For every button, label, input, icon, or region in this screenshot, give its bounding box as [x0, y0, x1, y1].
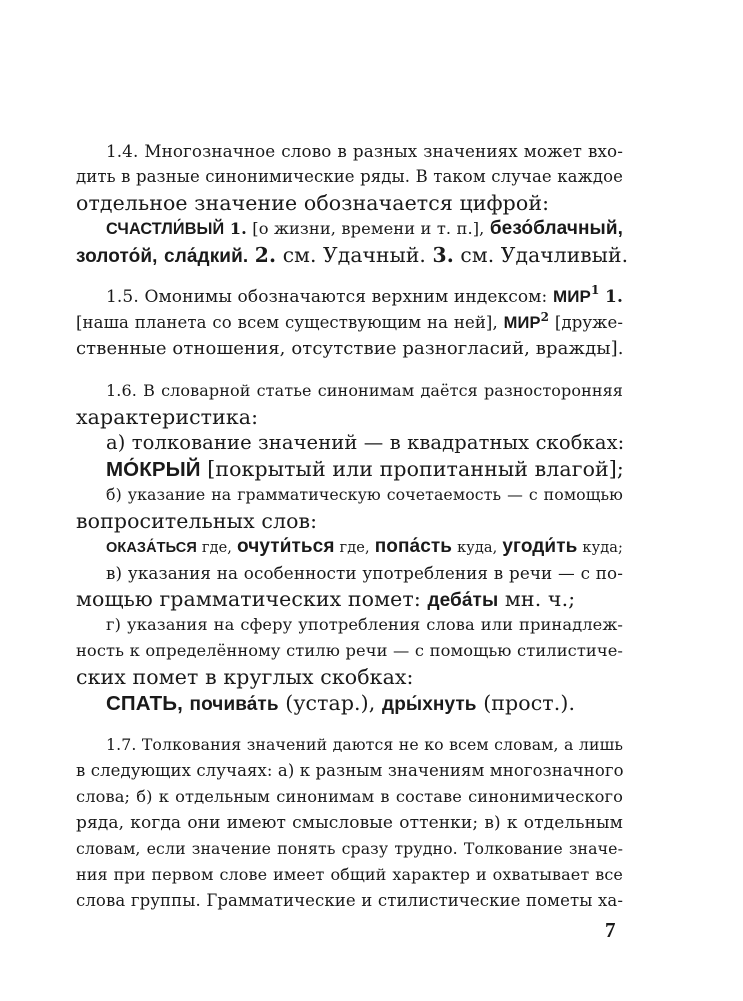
s15-line3: ственные отношения, отсутствие разногласий, вражды]. — [76, 338, 624, 359]
synonym: очути́ться — [237, 536, 335, 557]
synonym: безо́блачный, — [489, 218, 624, 239]
sense-number: 3. — [432, 243, 454, 267]
headword: МО́КРЫЙ — [106, 458, 201, 481]
s17-line2: в следующих случаях: а) к разным значениям многозначного — [76, 761, 624, 780]
synonym: почива́ть — [189, 694, 279, 715]
s15-intro: 1.5. Омонимы обозначаются верхним индексом: — [106, 287, 548, 307]
s17-line6: ния при первом слове имеет общий характер и охватывает все — [76, 865, 623, 884]
page-number: 7 — [605, 918, 616, 942]
style-mark: (устар.), — [285, 691, 376, 715]
gloss: [друже- — [554, 313, 623, 332]
s16-line7 — [106, 534, 623, 561]
gloss: [наша планета со всем существующим на ней], — [76, 313, 498, 332]
s17-line5: словам, если значение понять сразу трудно. Толкование значе- — [76, 839, 623, 858]
s16-line1: 1.6. В словарной статье синонимам даётся разносторонняя — [106, 381, 623, 400]
sense-number: 1. — [605, 287, 623, 307]
s16-line8: в) указания на особенности употребления в речи — с по- — [106, 563, 623, 583]
s16-line5: б) указание на грамматическую сочетаемость — с помощью — [106, 485, 623, 504]
s16-line4 — [106, 456, 624, 483]
question-word: куда; — [582, 540, 623, 556]
s14-line4 — [106, 216, 623, 242]
s14-line2: дить в разные синонимические ряды. В таком случае каждое — [76, 167, 623, 186]
gloss: [покрытый или пропитанный влагой]; — [207, 457, 624, 481]
style-mark: (прост.). — [483, 691, 576, 715]
synonym: золото́й, — [76, 246, 158, 267]
s16-line11: ность к определённому стилю речи — с помощью стилистиче- — [76, 641, 623, 660]
s16-line9-text: мощью грамматических помет: — [76, 587, 421, 611]
synonym: дры́хнуть — [382, 694, 477, 715]
synonym: угоди́ть — [502, 536, 578, 557]
s14-line3: отдельное значение обозначается цифрой: — [76, 191, 550, 215]
s16-line13 — [106, 690, 575, 718]
s16-line6: вопросительных слов: — [76, 509, 318, 533]
s17-line3: слова; б) к отдельным синонимам в составе синонимического — [76, 787, 623, 806]
headword: СПАТЬ, — [106, 692, 183, 715]
s17-line1: 1.7. Толкования значений даются не ко всем словам, а лишь — [106, 735, 623, 754]
s15-line2 — [76, 310, 623, 336]
superscript-index: 2 — [540, 309, 550, 324]
synonym: сла́дкий. — [164, 246, 249, 267]
cross-ref: см. Удачливый. — [460, 243, 629, 267]
s16-line12: ских помет в круглых скобках: — [76, 665, 414, 689]
s17-line4: ряда, когда они имеют смысловые оттенки; в) к отдельным — [76, 813, 623, 833]
grammar-mark: мн. ч.; — [504, 587, 576, 611]
s17-line7: слова группы. Грамматические и стилистические пометы ха- — [76, 891, 623, 910]
sense-number: 2. — [254, 243, 277, 267]
superscript-index: 1 — [590, 283, 600, 298]
homonym-mir2 — [503, 309, 550, 332]
synonym: попа́сть — [374, 536, 453, 557]
s16-line10: г) указания на сферу употребления слова или принадлеж- — [106, 615, 623, 634]
s16-line3: а) толкование значений — в квадратных скобках: — [106, 431, 625, 454]
synonym: деба́ты — [427, 590, 499, 611]
question-word: где, — [339, 540, 370, 556]
sense-number: 1. — [229, 219, 247, 238]
headword: МИР — [552, 287, 591, 306]
cross-ref: см. Удачный. — [282, 243, 426, 267]
homonym-mir1 — [552, 283, 600, 307]
headword: МИР — [503, 314, 541, 332]
headword: СЧАСТЛИ́ВЫЙ — [106, 220, 225, 238]
s16-line2: характеристика: — [76, 405, 259, 429]
s14-line1: 1.4. Многозначное слово в разных значениях может вхо- — [106, 141, 623, 161]
question-word: где, — [201, 540, 233, 556]
s16-line9 — [76, 586, 575, 614]
headword: ОКАЗА́ТЬСЯ — [106, 540, 197, 556]
gloss: [о жизни, времени и т. п.], — [252, 219, 485, 238]
s14-line5 — [76, 242, 628, 270]
question-word: куда, — [457, 540, 498, 556]
s15-line1 — [106, 284, 623, 310]
